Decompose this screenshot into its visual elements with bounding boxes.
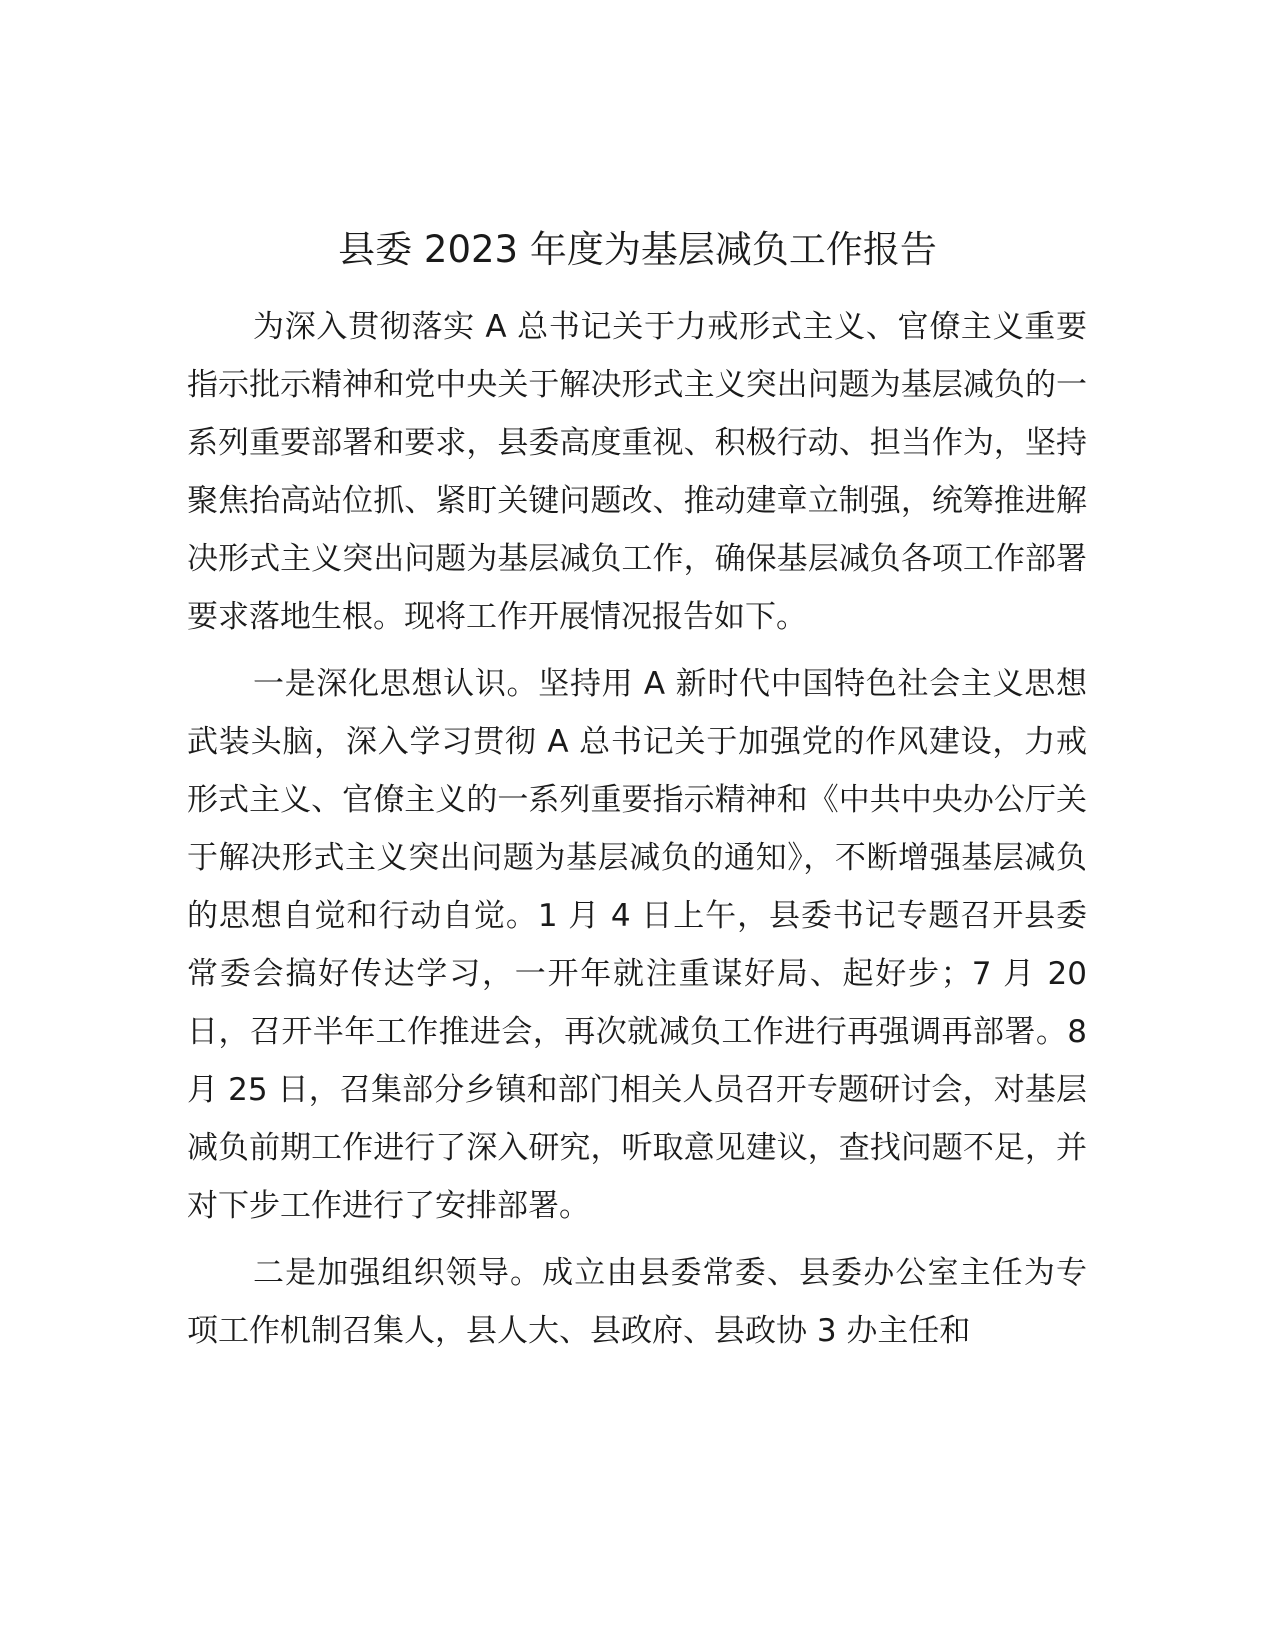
document-title: 县委 2023 年度为基层减负工作报告	[338, 228, 937, 271]
section-two-paragraph: 二是加强组织领导。成立由县委常委、县委办公室主任为专项工作机制召集人，县人大、县政府、县政协 3 办主任和	[187, 1255, 1087, 1349]
document-body	[187, 298, 1087, 1369]
section-one-paragraph: 一是深化思想认识。坚持用 A 新时代中国特色社会主义思想武装头脑，深入学习贯彻 A 总书记关于加强党的作风建设，力戒形式主义、官僚主义的一系列重要指示精神和《中共中央办公厅关于解决形式主义突出问题为基层减负的通知》，不断增强基层减负的思想自觉和行动自觉。1 月 4 日上午，县委书记专题召开县委常委会搞好传达学习，一开年就注重谋好局、起好步；7 月 20 日，召开半年工作推进会，再次就减负工作进行再强调再部署。8 月 25 日，召集部分乡镇和部门相关人员召开专题研讨会，对基层减负前期工作进行了深入研究，听取意见建议，查找问题不足，并对下步工作进行了安排部署。	[187, 666, 1087, 1224]
intro-paragraph: 为深入贯彻落实 A 总书记关于力戒形式主义、官僚主义重要指示批示精神和党中央关于解决形式主义突出问题为基层减负的一系列重要部署和要求，县委高度重视、积极行动、担当作为，坚持聚焦抬高站位抓、紧盯关键问题改、推动建章立制强，统筹推进解决形式主义突出问题为基层减负工作，确保基层减负各项工作部署要求落地生根。现将工作开展情况报告如下。	[187, 309, 1087, 635]
